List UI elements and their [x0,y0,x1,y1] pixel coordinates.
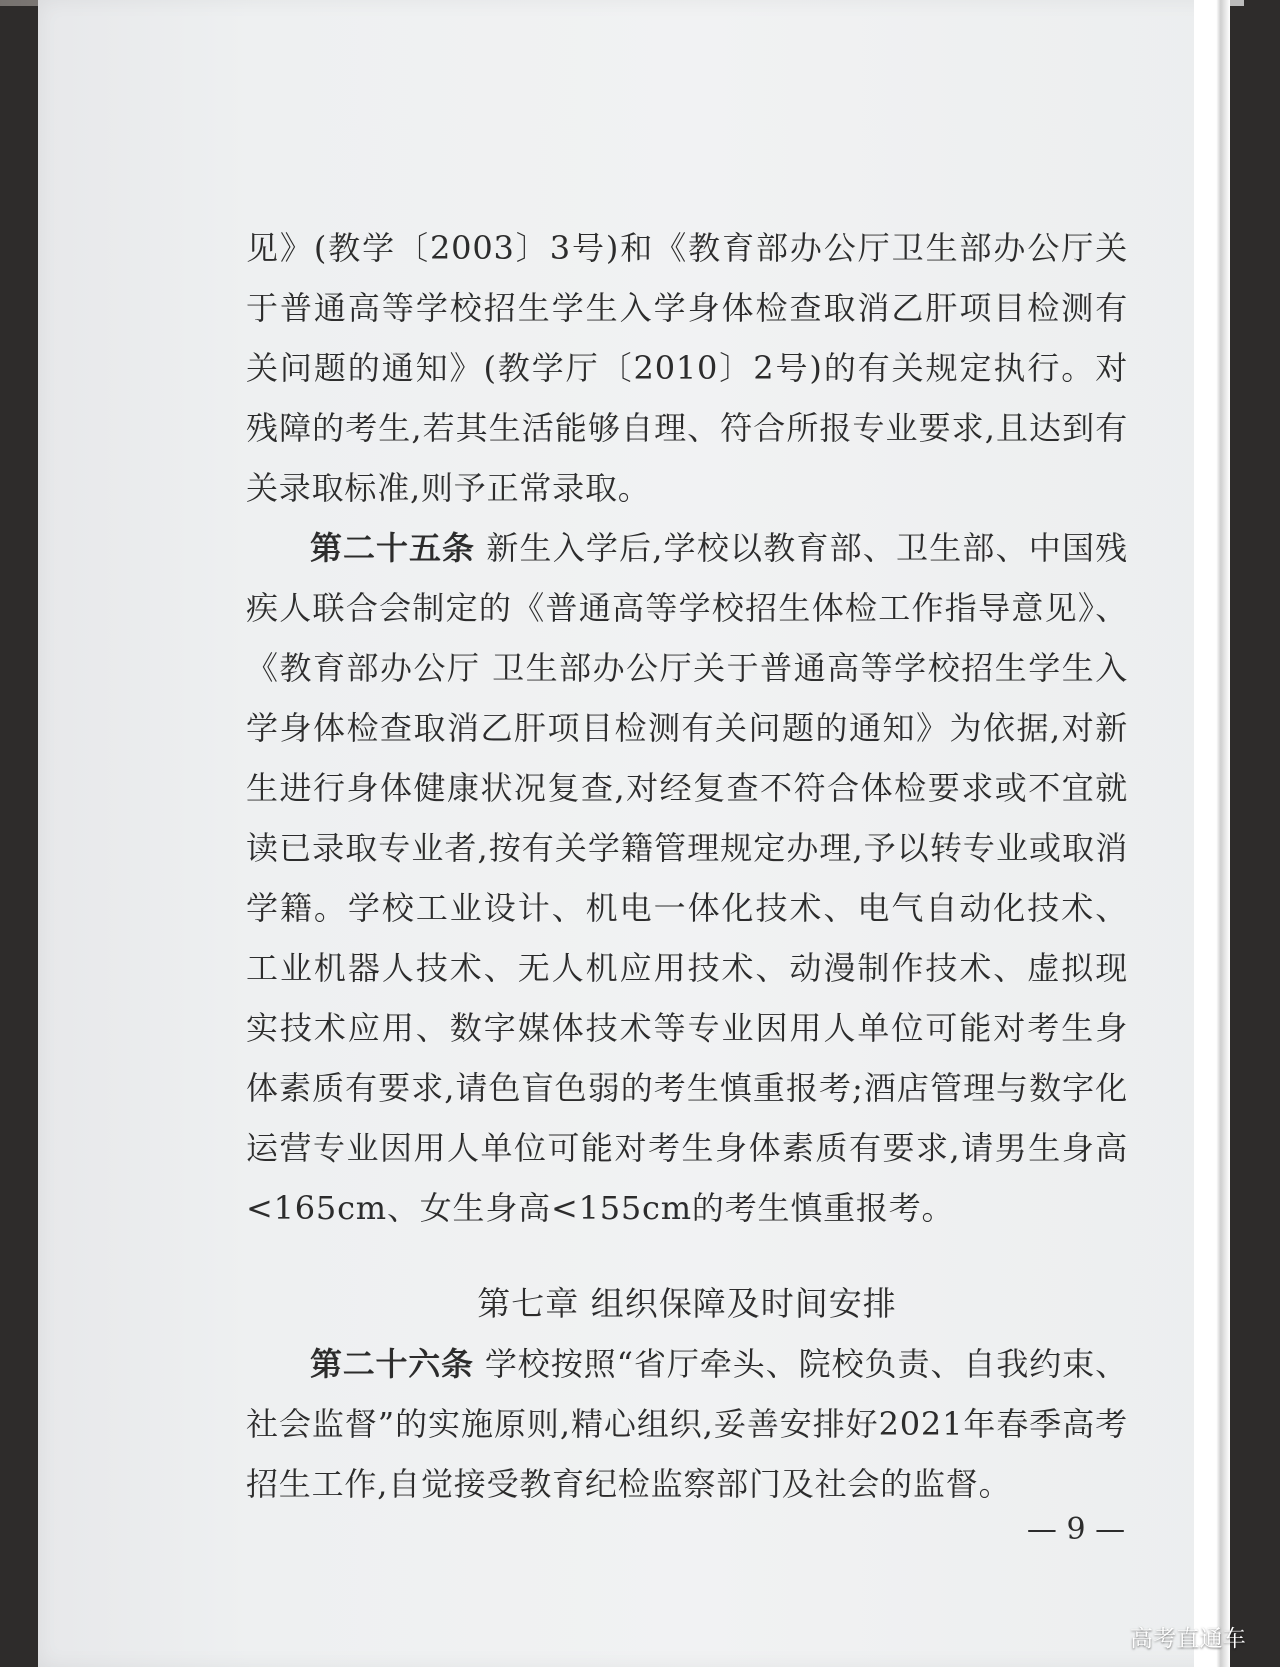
page-right-edge [1194,0,1230,1667]
document-page [38,0,1230,1667]
article-25-text: 新生入学后,学校以教育部、卫生部、中国残疾人联合会制定的《普通高等学校招生体检工作指导意见》、《教育部办公厅 卫生部办公厅关于普通高等学校招生学生入学身体检查取消乙肝项目检测有关问题的通知》为依据,对新生进行身体健康状况复查,对经复查不符合体检要求或不宜就读已录取专业者,按有关学籍管理规定办理,予以转专业或取消学籍。学校工业设计、机电一体化技术、电气自动化技术、工业机器人技术、无人机应用技术、动漫制作技术、虚拟现实技术应用、数字媒体技术等专业因用人单位可能对考生身体素质有要求,请色盲色弱的考生慎重报考;酒店管理与数字化运营专业因用人单位可能对考生身体素质有要求,请男生身高<165cm、女生身高<155cm的考生慎重报考。 [246,529,1128,1227]
watermark-text: 高考直通车 [1130,1626,1246,1652]
article-26-paragraph [246,1334,1128,1514]
paragraph-continuation: 见》(教学〔2003〕3号)和《教育部办公厅卫生部办公厅关于普通高等学校招生学生入学身体检查取消乙肝项目检测有关问题的通知》(教学厅〔2010〕2号)的有关规定执行。对残障的考生,若其生活能够自理、符合所报专业要求,且达到有关录取标准,则予正常录取。 [246,229,1128,507]
article-26-text: 学校按照“省厅牵头、院校负责、自我约束、社会监督”的实施原则,精心组织,妥善安排好2021年春季高考招生工作,自觉接受教育纪检监察部门及社会的监督。 [246,1345,1128,1503]
page-number: — 9 — [1026,1512,1126,1547]
article-26-label: 第二十六条 [310,1345,474,1383]
chapter-7-title: 第七章 组织保障及时间安排 [477,1284,897,1323]
document-content [246,218,1128,1514]
article-25-label: 第二十五条 [310,529,475,567]
article-25-paragraph [246,518,1128,1238]
